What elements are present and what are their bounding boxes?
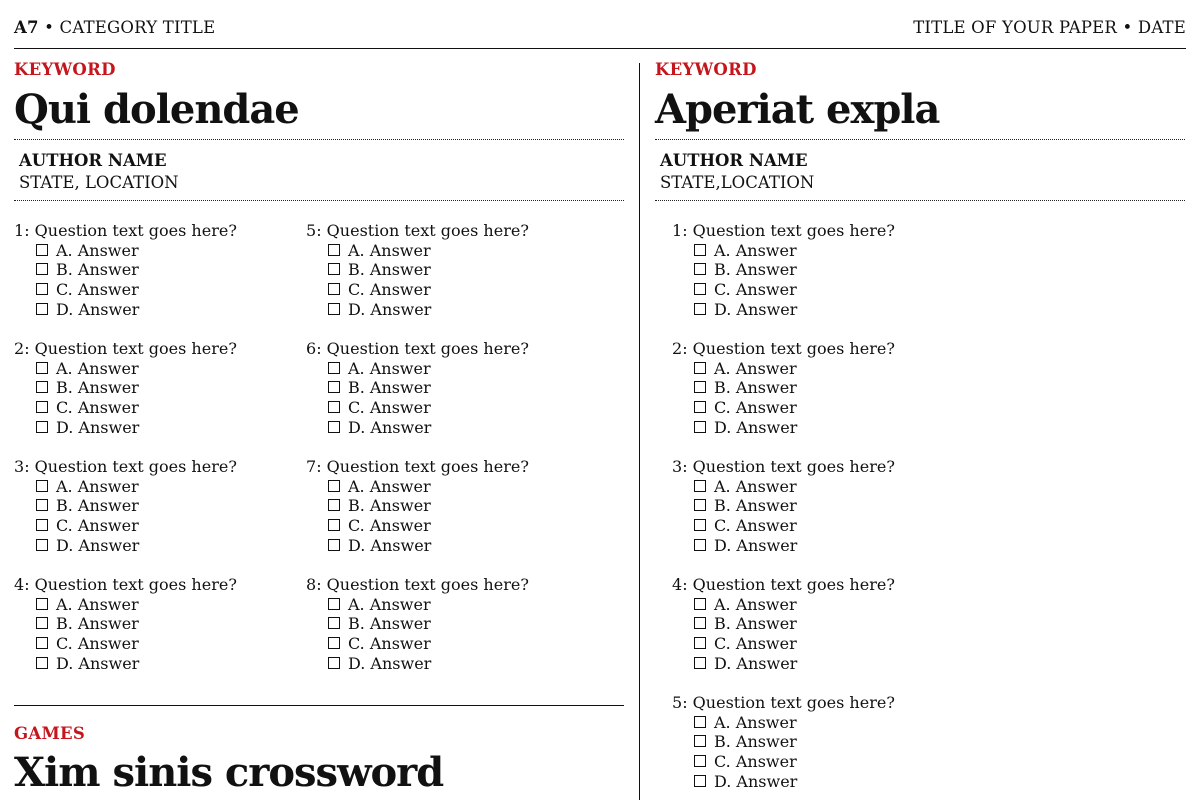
checkbox-icon[interactable] [694, 381, 706, 393]
answer-option[interactable] [14, 300, 237, 320]
question-block [672, 221, 895, 320]
answer-label: A. Answer [714, 712, 797, 732]
question-number: 6 [306, 339, 317, 358]
question-label: Question text goes here? [326, 339, 529, 358]
bullet-separator: • [1122, 18, 1138, 37]
checkbox-icon[interactable] [36, 303, 48, 315]
question-label: Question text goes here? [34, 221, 237, 240]
answer-label: A. Answer [56, 358, 139, 378]
checkbox-icon[interactable] [328, 499, 340, 511]
checkbox-icon[interactable] [36, 283, 48, 295]
answer-label: A. Answer [348, 358, 431, 378]
question-block [672, 339, 895, 438]
question-number: 5 [306, 221, 317, 240]
question-block [672, 457, 895, 556]
question-text: 3: Question text goes here? [672, 457, 895, 476]
question-block [306, 221, 529, 320]
question-text: 7: Question text goes here? [306, 457, 529, 476]
answer-label: A. Answer [714, 240, 797, 260]
question-label: Question text goes here? [34, 575, 237, 594]
question-text: 1: Question text goes here? [14, 221, 237, 240]
checkbox-icon[interactable] [36, 657, 48, 669]
page-header-left [14, 18, 215, 37]
checkbox-icon[interactable] [694, 735, 706, 747]
answer-label: C. Answer [56, 398, 139, 418]
left-article-title: Qui dolendae [14, 86, 299, 133]
answer-option[interactable] [14, 614, 237, 634]
question-number: 4 [672, 575, 683, 594]
answer-label: A. Answer [348, 594, 431, 614]
question-text: 2: Question text goes here? [14, 339, 237, 358]
question-label: Question text goes here? [692, 693, 895, 712]
question-label: Question text goes here? [692, 221, 895, 240]
answer-option[interactable] [672, 418, 895, 438]
question-number: 2 [672, 339, 683, 358]
answer-label: C. Answer [56, 634, 139, 654]
checkbox-icon[interactable] [36, 244, 48, 256]
answer-label: D. Answer [56, 299, 140, 319]
answer-option[interactable] [306, 378, 529, 398]
answer-label: B. Answer [56, 260, 139, 280]
checkbox-icon[interactable] [36, 499, 48, 511]
section-rule [14, 705, 624, 706]
question-text: 4: Question text goes here? [672, 575, 895, 594]
question-number: 5 [672, 693, 683, 712]
checkbox-icon[interactable] [36, 539, 48, 551]
question-number: 3 [14, 457, 25, 476]
dotted-divider [14, 200, 624, 201]
checkbox-icon[interactable] [328, 401, 340, 413]
right-article-title: Aperiat expla [655, 86, 940, 133]
page-number: A7 [14, 18, 39, 37]
answer-label: D. Answer [56, 653, 140, 673]
answer-label: D. Answer [714, 535, 798, 555]
answer-option[interactable] [306, 359, 529, 379]
checkbox-icon[interactable] [328, 617, 340, 629]
left-author-name: AUTHOR NAME [19, 151, 167, 170]
answer-option[interactable] [306, 300, 529, 320]
checkbox-icon[interactable] [694, 519, 706, 531]
answer-option[interactable] [672, 398, 895, 418]
answer-option[interactable] [306, 654, 529, 674]
checkbox-icon[interactable] [694, 362, 706, 374]
answer-option[interactable] [306, 595, 529, 615]
checkbox-icon[interactable] [328, 637, 340, 649]
answer-option[interactable] [672, 772, 895, 792]
answer-label: B. Answer [348, 614, 431, 634]
answer-label: B. Answer [56, 496, 139, 516]
checkbox-icon[interactable] [36, 362, 48, 374]
question-text: 6: Question text goes here? [306, 339, 529, 358]
answer-option[interactable] [672, 634, 895, 654]
checkbox-icon[interactable] [694, 598, 706, 610]
checkbox-icon[interactable] [328, 598, 340, 610]
answer-label: B. Answer [714, 378, 797, 398]
checkbox-icon[interactable] [694, 755, 706, 767]
answer-label: A. Answer [714, 358, 797, 378]
checkbox-icon[interactable] [694, 499, 706, 511]
question-label: Question text goes here? [326, 575, 529, 594]
question-block [672, 575, 895, 674]
right-author-name: AUTHOR NAME [660, 151, 808, 170]
answer-label: C. Answer [348, 280, 431, 300]
answer-label: D. Answer [348, 417, 432, 437]
answer-option[interactable] [14, 260, 237, 280]
question-label: Question text goes here? [692, 339, 895, 358]
checkbox-icon[interactable] [328, 539, 340, 551]
question-block [306, 575, 529, 674]
page-header-right [913, 18, 1186, 37]
answer-option[interactable] [672, 477, 895, 497]
question-number: 1 [14, 221, 25, 240]
question-label: Question text goes here? [326, 457, 529, 476]
question-text: 3: Question text goes here? [14, 457, 237, 476]
answer-label: C. Answer [56, 280, 139, 300]
checkbox-icon[interactable] [36, 519, 48, 531]
question-label: Question text goes here? [34, 457, 237, 476]
question-number: 1 [672, 221, 683, 240]
answer-option[interactable] [14, 241, 237, 261]
question-number: 8 [306, 575, 317, 594]
answer-option[interactable] [672, 300, 895, 320]
answer-label: D. Answer [714, 417, 798, 437]
checkbox-icon[interactable] [694, 480, 706, 492]
answer-label: A. Answer [348, 240, 431, 260]
question-block [14, 575, 237, 674]
checkbox-icon[interactable] [694, 539, 706, 551]
answer-label: A. Answer [348, 476, 431, 496]
checkbox-icon[interactable] [694, 637, 706, 649]
answer-label: C. Answer [714, 398, 797, 418]
answer-label: B. Answer [714, 732, 797, 752]
question-text: 5: Question text goes here? [672, 693, 895, 712]
checkbox-icon[interactable] [36, 637, 48, 649]
question-text: 1: Question text goes here? [672, 221, 895, 240]
answer-option[interactable] [306, 634, 529, 654]
answer-label: C. Answer [348, 634, 431, 654]
checkbox-icon[interactable] [328, 480, 340, 492]
question-block [306, 457, 529, 556]
answer-option[interactable] [14, 378, 237, 398]
answer-label: A. Answer [714, 476, 797, 496]
answer-option[interactable] [672, 241, 895, 261]
answer-label: C. Answer [714, 280, 797, 300]
answer-option[interactable] [672, 654, 895, 674]
answer-label: D. Answer [56, 417, 140, 437]
question-number: 7 [306, 457, 317, 476]
question-label: Question text goes here? [692, 575, 895, 594]
paper-date: DATE [1137, 18, 1186, 37]
answer-option[interactable] [14, 634, 237, 654]
answer-label: B. Answer [56, 378, 139, 398]
checkbox-icon[interactable] [328, 263, 340, 275]
answer-label: D. Answer [714, 771, 798, 791]
answer-option[interactable] [14, 477, 237, 497]
question-text: 5: Question text goes here? [306, 221, 529, 240]
answer-option[interactable] [306, 398, 529, 418]
answer-label: C. Answer [714, 752, 797, 772]
answer-option[interactable] [306, 418, 529, 438]
checkbox-icon[interactable] [694, 263, 706, 275]
header-rule [14, 48, 1186, 49]
answer-label: C. Answer [714, 634, 797, 654]
checkbox-icon[interactable] [694, 303, 706, 315]
checkbox-icon[interactable] [694, 244, 706, 256]
right-location: STATE,LOCATION [660, 173, 815, 192]
answer-label: C. Answer [348, 516, 431, 536]
bullet-separator: • [44, 18, 60, 37]
answer-label: C. Answer [714, 516, 797, 536]
question-number: 2 [14, 339, 25, 358]
answer-label: B. Answer [56, 614, 139, 634]
checkbox-icon[interactable] [36, 617, 48, 629]
question-label: Question text goes here? [692, 457, 895, 476]
answer-option[interactable] [14, 418, 237, 438]
question-block [14, 339, 237, 438]
answer-label: B. Answer [714, 614, 797, 634]
column-divider [639, 63, 640, 800]
right-keyword: KEYWORD [655, 60, 757, 79]
checkbox-icon[interactable] [36, 401, 48, 413]
answer-label: D. Answer [348, 535, 432, 555]
answer-option[interactable] [14, 398, 237, 418]
answer-option[interactable] [672, 496, 895, 516]
checkbox-icon[interactable] [694, 716, 706, 728]
answer-option[interactable] [672, 713, 895, 733]
checkbox-icon[interactable] [694, 617, 706, 629]
question-number: 3 [672, 457, 683, 476]
answer-option[interactable] [14, 359, 237, 379]
question-block [14, 221, 237, 320]
answer-label: A. Answer [56, 594, 139, 614]
checkbox-icon[interactable] [328, 303, 340, 315]
answer-label: B. Answer [348, 260, 431, 280]
checkbox-icon[interactable] [694, 421, 706, 433]
dotted-divider [655, 200, 1185, 201]
paper-title: TITLE OF YOUR PAPER [913, 18, 1118, 37]
answer-option[interactable] [306, 260, 529, 280]
answer-option[interactable] [14, 595, 237, 615]
checkbox-icon[interactable] [328, 421, 340, 433]
question-label: Question text goes here? [34, 339, 237, 358]
games-keyword: GAMES [14, 724, 86, 743]
left-keyword: KEYWORD [14, 60, 116, 79]
answer-label: B. Answer [714, 496, 797, 516]
checkbox-icon[interactable] [694, 401, 706, 413]
answer-option[interactable] [306, 496, 529, 516]
answer-option[interactable] [14, 496, 237, 516]
checkbox-icon[interactable] [694, 283, 706, 295]
answer-label: A. Answer [56, 476, 139, 496]
games-title: Xim sinis crossword [14, 749, 444, 796]
answer-option[interactable] [306, 614, 529, 634]
checkbox-icon[interactable] [328, 283, 340, 295]
answer-option[interactable] [672, 614, 895, 634]
answer-label: A. Answer [56, 240, 139, 260]
answer-label: B. Answer [714, 260, 797, 280]
question-number: 4 [14, 575, 25, 594]
answer-label: C. Answer [56, 516, 139, 536]
answer-option[interactable] [14, 654, 237, 674]
answer-option[interactable] [306, 536, 529, 556]
checkbox-icon[interactable] [328, 244, 340, 256]
checkbox-icon[interactable] [36, 381, 48, 393]
answer-label: A. Answer [714, 594, 797, 614]
answer-label: B. Answer [348, 496, 431, 516]
answer-label: D. Answer [714, 653, 798, 673]
checkbox-icon[interactable] [694, 775, 706, 787]
left-location: STATE, LOCATION [19, 173, 179, 192]
answer-label: B. Answer [348, 378, 431, 398]
checkbox-icon[interactable] [36, 421, 48, 433]
question-text: 8: Question text goes here? [306, 575, 529, 594]
answer-option[interactable] [672, 732, 895, 752]
checkbox-icon[interactable] [36, 480, 48, 492]
answer-option[interactable] [672, 378, 895, 398]
answer-option[interactable] [672, 595, 895, 615]
checkbox-icon[interactable] [694, 657, 706, 669]
answer-option[interactable] [306, 241, 529, 261]
question-block [306, 339, 529, 438]
answer-option[interactable] [672, 359, 895, 379]
answer-label: D. Answer [714, 299, 798, 319]
question-block [672, 693, 895, 792]
dotted-divider [655, 139, 1185, 140]
checkbox-icon[interactable] [36, 598, 48, 610]
answer-label: D. Answer [348, 653, 432, 673]
answer-option[interactable] [672, 536, 895, 556]
checkbox-icon[interactable] [328, 657, 340, 669]
answer-option[interactable] [306, 516, 529, 536]
checkbox-icon[interactable] [328, 519, 340, 531]
checkbox-icon[interactable] [328, 362, 340, 374]
answer-option[interactable] [672, 516, 895, 536]
answer-label: C. Answer [348, 398, 431, 418]
answer-option[interactable] [306, 477, 529, 497]
question-text: 4: Question text goes here? [14, 575, 237, 594]
question-text: 2: Question text goes here? [672, 339, 895, 358]
question-label: Question text goes here? [326, 221, 529, 240]
answer-option[interactable] [672, 280, 895, 300]
dotted-divider [14, 139, 624, 140]
category-title: CATEGORY TITLE [59, 18, 216, 37]
answer-option[interactable] [14, 536, 237, 556]
answer-option[interactable] [672, 752, 895, 772]
checkbox-icon[interactable] [328, 381, 340, 393]
checkbox-icon[interactable] [36, 263, 48, 275]
answer-option[interactable] [672, 260, 895, 280]
answer-label: D. Answer [348, 299, 432, 319]
answer-option[interactable] [14, 280, 237, 300]
answer-option[interactable] [14, 516, 237, 536]
question-block [14, 457, 237, 556]
answer-label: D. Answer [56, 535, 140, 555]
answer-option[interactable] [306, 280, 529, 300]
